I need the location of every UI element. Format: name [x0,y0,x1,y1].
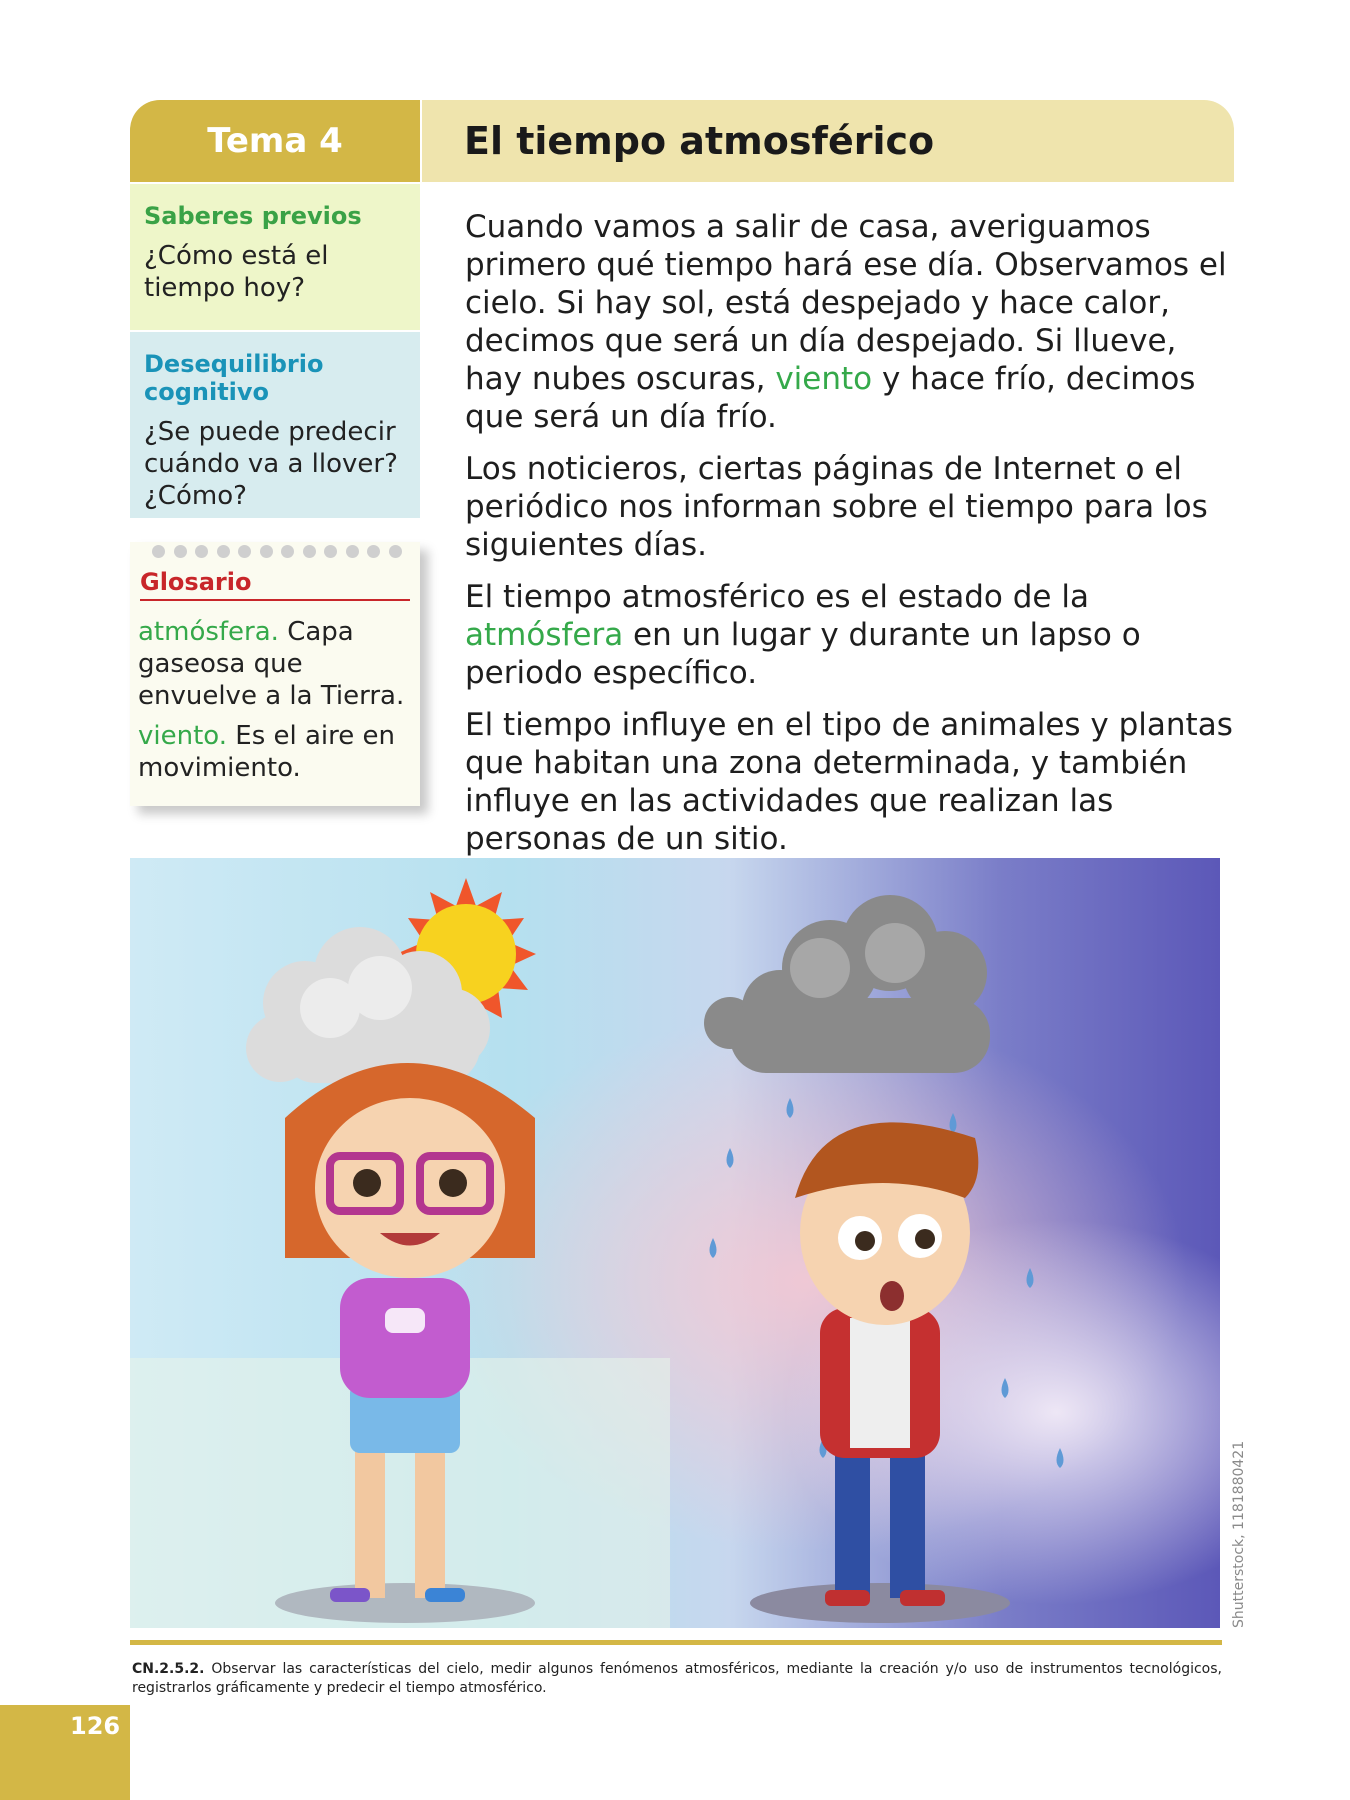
paragraph [465,208,1235,436]
saberes-previos-title: Saberes previos [144,202,362,230]
paragraph: El tiempo influye en el tipo de animales y plantas que habitan una zona determinada, y también influye en las actividades que realizan las personas de un sitio. [465,707,1233,857]
desequilibrio-cognitivo-box [130,332,420,518]
desequilibrio-cognitivo-title: Desequilibrio cognitivo [144,350,324,406]
paragraph-text: El tiempo atmosférico es el estado de la [465,579,1089,615]
highlight-term[interactable]: viento [775,361,873,397]
glosario-term: atmósfera. [138,617,279,647]
tema-label: Tema 4 [130,100,420,182]
notebook-rings [152,542,402,560]
page-number: 126 [70,1712,121,1740]
weather-illustration [130,858,1220,1628]
paragraph [465,578,1235,692]
glosario-definition: Es el aire en movimiento. [138,721,395,783]
desequilibrio-cognitivo-question: ¿Se puede predecir cuándo va a llover? ¿Cómo? [144,417,398,511]
curriculum-text: Observar las características del cielo, medir algunos fenómenos atmosféricos, mediante la creación y/o uso de instrumentos tecnológicos, registrarlos gráficamente y predecir el tiempo atmosférico. [132,1661,1222,1696]
curriculum-note [132,1660,1222,1698]
paragraph-text: Cuando vamos a salir de casa, averiguamos primero qué tiempo hará ese día. Observamos el cielo. Si hay sol, está despejado y hace calor, decimos que será un día despejado. Si llueve, hay nubes oscuras, [465,209,1227,397]
glosario-definition: Capa gaseosa que envuelve a la Tierra. [138,617,405,711]
paragraph: Los noticieros, ciertas páginas de Internet o el periódico nos informan sobre el tiempo para los siguientes días. [465,451,1208,563]
glosario-title: Glosario [140,568,410,601]
paragraph-text: en un lugar y durante un lapso o periodo específico. [465,617,1141,691]
highlight-term[interactable]: atmósfera [465,617,624,653]
curriculum-code: CN.2.5.2. [132,1661,205,1677]
page-title: El tiempo atmosférico [422,100,1234,182]
glosario-note [130,542,420,806]
glosario-entry [138,616,414,712]
saberes-previos-question: ¿Cómo está el tiempo hoy? [144,241,329,303]
glosario-entry [138,720,414,784]
glosario-term: viento. [138,721,227,751]
image-credit: Shutterstock, 1181880421 [1231,1440,1247,1628]
footer-divider [130,1640,1222,1645]
saberes-previos-box [130,184,420,330]
paragraph-text: y hace frío, decimos que será un día frío. [465,361,1196,435]
main-text [465,208,1235,872]
